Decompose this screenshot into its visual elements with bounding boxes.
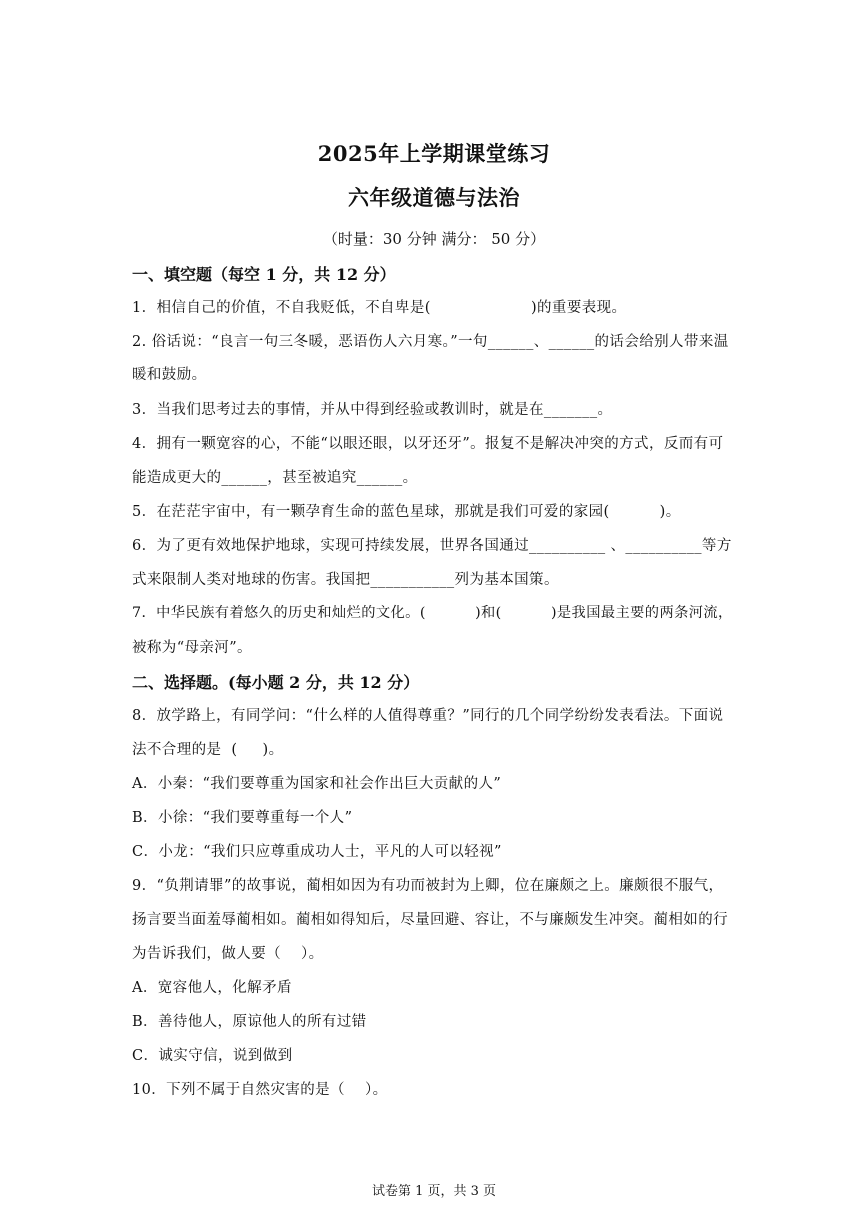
question-line: 3．当我们思考过去的事情，并从中得到经验或教训时，就是在_______。 [132,402,613,418]
choice-option: B．小徐：“我们要尊重每一个人” [132,810,353,826]
question-line: 8．放学路上，有同学问：“什么样的人值得尊重？”同行的几个同学纷纷发表看法。下面说 [132,708,724,724]
question-line: 2. 俗话说：“良言一句三冬暖，恶语伤人六月寒。”一句______、______的话会给别人带来温 [132,334,729,350]
choice-option: A．小秦：“我们要尊重为国家和社会作出巨大贡献的人” [132,776,502,792]
choice-option: C．小龙：“我们只应尊重成功人士，平凡的人可以轻视” [132,844,502,860]
page-footer: 试卷第 1 页，共 3 页 [371,1184,497,1199]
question-line: 为告诉我们，做人要（ ）。 [132,946,324,962]
question-line: 5．在茫茫宇宙中，有一颗孕育生命的蓝色星球，那就是我们可爱的家园( )。 [132,504,681,520]
question-line: 9．“负荆请罪”的故事说，蔺相如因为有功而被封为上卿，位在廉颇之上。廉颇很不服气， [132,878,724,894]
question-line: 扬言要当面羞辱蔺相如。蔺相如得知后，尽量回避、容让，不与廉颇发生冲突。蔺相如的行 [132,912,728,928]
question-line: 式来限制人类对地球的伤害。我国把___________列为基本国策。 [132,572,559,588]
question-line: 能造成更大的______，甚至被追究______。 [132,470,418,486]
section-heading-multiple-choice: 二、选择题。(每小题 2 分，共 12 分） [132,673,420,692]
exam-meta: （时量：30 分钟 满分： 50 分） [322,230,546,248]
question-line: 被称为“母亲河”。 [132,640,252,656]
exam-title: 2025年上学期课堂练习 [317,141,551,166]
question-line: 7．中华民族有着悠久的历史和灿烂的文化。( )和( )是我国最主要的两条河流， [132,605,733,621]
question-line: 法不合理的是 ( )。 [132,742,284,758]
section-heading-fill-blank: 一、填空题（每空 1 分，共 12 分） [132,265,396,284]
choice-option: A．宽容他人，化解矛盾 [132,980,292,996]
exam-subject: 六年级道德与法治 [348,185,520,210]
question-line: 4．拥有一颗宽容的心，不能“以眼还眼，以牙还牙”。报复不是解决冲突的方式，反而有可 [132,436,724,452]
question-line: 10．下列不属于自然灾害的是（ ）。 [132,1082,388,1098]
choice-option: C．诚实守信，说到做到 [132,1048,293,1064]
choice-option: B．善待他人，原谅他人的所有过错 [132,1014,367,1030]
question-line: 1．相信自己的价值，不自我贬低，不自卑是( )的重要表现。 [132,300,627,316]
question-line: 6．为了更有效地保护地球，实现可持续发展，世界各国通过__________ 、__________等方 [132,538,732,554]
question-line: 暖和鼓励。 [132,367,207,383]
